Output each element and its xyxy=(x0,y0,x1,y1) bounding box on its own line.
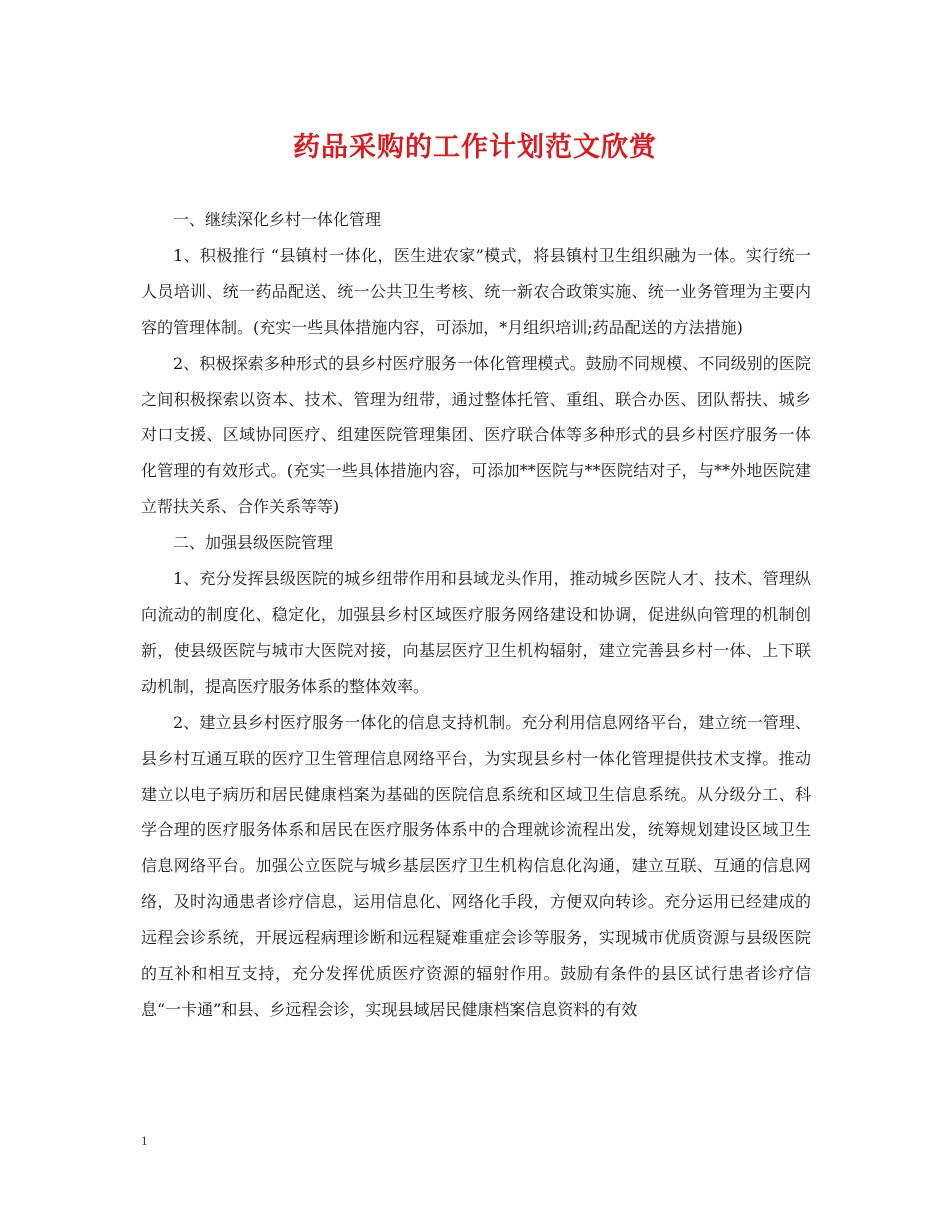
paragraph-1-1: 1、积极推行 “县镇村一体化，医生进农家”模式，将县镇村卫生组织融为一体。实行统一人员培训、统一药品配送、统一公共卫生考核、统一新农合政策实施、统一业务管理为主要内容的管理体制。(充实一些具体措施内容，可添加，*月组织培训;药品配送的方法措施) xyxy=(141,245,811,337)
paragraph-2-2: 2、建立县乡村医疗服务一体化的信息支持机制。充分利用信息网络平台，建立统一管理、县乡村互通互联的医疗卫生管理信息网络平台，为实现县乡村一体化管理提供技术支撑。推动建立以电子病历和居民健康档案为基础的医院信息系统和区域卫生信息系统。从分级分工、科学合理的医疗服务体系和居民在医疗服务体系中的合理就诊流程出发，统筹规划建设区域卫生信息网络平台。加强公立医院与城乡基层医疗卫生机构信息化沟通，建立互联、互通的信息网络，及时沟通患者诊疗信息，运用信息化、网络化手段，方便双向转诊。充分运用已经建成的远程会诊系统，开展远程病理诊断和远程疑难重症会诊等服务，实现城市优质资源与县级医院的互补和相互支持，充分发挥优质医疗资源的辐射作用。鼓励有条件的县区试行患者诊疗信息“一卡通”和县、乡远程会诊，实现县域居民健康档案信息资料的有效 xyxy=(141,712,811,1019)
document-title: 药品采购的工作计划范文欣赏 xyxy=(293,132,657,163)
section-heading-2: 二、加强县级医院管理 xyxy=(173,533,334,553)
paragraph-2-1: 1、充分发挥县级医院的城乡纽带作用和县域龙头作用，推动城乡医院人才、技术、管理纵向流动的制度化、稳定化，加强县乡村区域医疗服务网络建设和协调，促进纵向管理的机制创新，使县级医院与城市大医院对接，向基层医疗卫生机构辐射，建立完善县乡村一体、上下联动机制，提高医疗服务体系的整体效率。 xyxy=(141,569,811,696)
page-number: 1 xyxy=(141,1133,148,1148)
section-heading-1: 一、继续深化乡村一体化管理 xyxy=(173,210,382,229)
document-body xyxy=(141,202,811,1028)
paragraph-1-2: 2、积极探索多种形式的县乡村医疗服务一体化管理模式。鼓励不同规模、不同级别的医院之间积极探索以资本、技术、管理为纽带，通过整体托管、重组、联合办医、团队帮扶、城乡对口支援、区域协同医疗、组建医院管理集团、医疗联合体等多种形式的县乡村医疗服务一体化管理的有效形式。(充实一些具体措施内容，可添加**医院与**医院结对子，与**外地医院建立帮扶关系、合作关系等等) xyxy=(141,353,811,517)
